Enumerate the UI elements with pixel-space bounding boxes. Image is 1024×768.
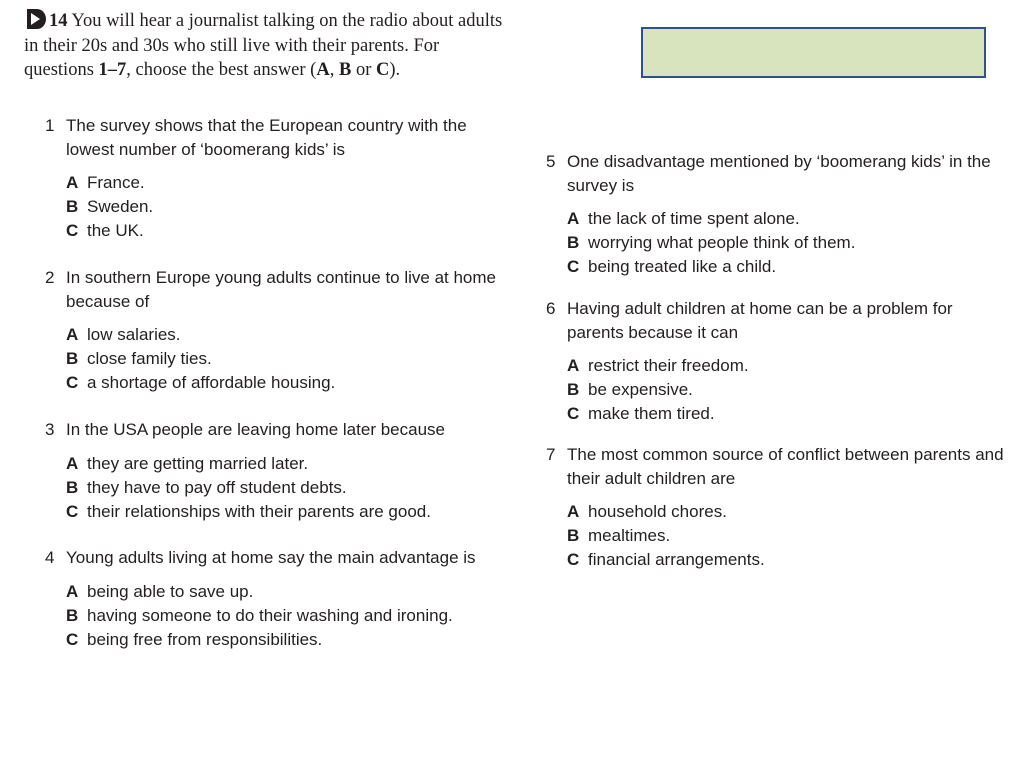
question-6 <box>546 297 986 426</box>
option-text: be expensive. <box>588 380 693 399</box>
option[interactable] <box>66 604 535 628</box>
question-text: In southern Europe young adults continue to live at home because of <box>66 268 497 311</box>
option-text: household chores. <box>588 502 727 521</box>
option[interactable] <box>66 371 515 395</box>
option[interactable] <box>66 347 515 371</box>
question-text: One disadvantage mentioned by ‘boomerang kids’ in the survey is <box>567 152 991 195</box>
option-letter: A <box>66 325 79 344</box>
option[interactable] <box>66 500 525 524</box>
option-letter: C <box>66 221 79 240</box>
option-letter-c: C <box>375 60 390 80</box>
answer-box <box>641 27 986 78</box>
option-text: France. <box>87 173 145 192</box>
option-letter: A <box>66 173 79 192</box>
separator: , <box>329 60 339 80</box>
option-letter: A <box>66 581 79 601</box>
option-letter-a: A <box>316 60 330 80</box>
option-text: low salaries. <box>87 325 181 344</box>
track-number: 14 <box>49 11 68 31</box>
option[interactable] <box>66 195 515 219</box>
option-letter: B <box>567 233 580 252</box>
option-text: a shortage of affordable housing. <box>87 373 336 392</box>
question-number: 7 <box>546 445 556 464</box>
option[interactable] <box>567 402 986 426</box>
question-range: 1–7 <box>98 60 127 80</box>
question-number: 6 <box>546 299 556 318</box>
question-number: 2 <box>45 268 55 287</box>
option-text: they are getting married later. <box>87 453 309 473</box>
option-letter: B <box>66 349 79 368</box>
audio-play-icon[interactable] <box>24 8 46 30</box>
question-7 <box>546 443 1006 572</box>
option-text: being free from responsibilities. <box>87 629 323 649</box>
option-letter: C <box>66 501 79 521</box>
option[interactable] <box>567 500 1006 524</box>
option[interactable] <box>66 476 525 500</box>
option[interactable] <box>66 323 515 347</box>
option-text: financial arrangements. <box>588 550 765 569</box>
question-5 <box>546 150 1006 279</box>
option-text: having someone to do their washing and ironing. <box>87 605 453 625</box>
option[interactable] <box>567 524 1006 548</box>
option-text: they have to pay off student debts. <box>87 477 347 497</box>
option-letter: C <box>66 629 79 649</box>
option-text: the UK. <box>87 221 144 240</box>
option[interactable] <box>567 231 1006 255</box>
question-text: Young adults living at home say the main advantage is <box>66 548 476 567</box>
question-text: The most common source of conflict between parents and their adult children are <box>567 445 1004 488</box>
option-letter: C <box>567 257 580 276</box>
option-letter: B <box>66 605 79 625</box>
option-text: restrict their freedom. <box>588 356 749 375</box>
option-letter-b: B <box>338 60 352 80</box>
option-letter: A <box>66 453 79 473</box>
question-1 <box>45 114 515 243</box>
option[interactable] <box>66 580 535 604</box>
option-text: being treated like a child. <box>588 257 777 276</box>
option-letter: C <box>567 404 580 423</box>
option-letter: B <box>567 380 580 399</box>
option-text: worrying what people think of them. <box>588 233 856 252</box>
question-3 <box>45 418 525 524</box>
option[interactable] <box>66 628 535 652</box>
question-number: 4 <box>45 548 55 567</box>
option-letter: A <box>567 502 580 521</box>
instruction-end: ). <box>389 60 401 80</box>
question-text: The survey shows that the European country with the lowest number of ‘boomerang kids’ is <box>66 116 467 159</box>
option-text: close family ties. <box>87 349 212 368</box>
option-letter: A <box>567 356 580 375</box>
option-text: being able to save up. <box>87 581 254 601</box>
option[interactable] <box>567 548 1006 572</box>
question-number: 1 <box>45 116 55 135</box>
instruction-text-2: , choose the best answer ( <box>126 60 317 80</box>
option[interactable] <box>66 219 515 243</box>
separator: or <box>351 60 376 80</box>
option-letter: C <box>66 373 79 392</box>
question-number: 3 <box>45 420 55 439</box>
option[interactable] <box>567 378 986 402</box>
option-letter: B <box>66 477 79 497</box>
option-text: mealtimes. <box>588 526 671 545</box>
option-letter: C <box>567 550 580 569</box>
question-4 <box>45 546 535 652</box>
option-text: their relationships with their parents are good. <box>87 501 431 521</box>
option[interactable] <box>567 207 1006 231</box>
instruction-text: You will hear a journalist talking on the radio about adults in their 20s and 30s who still live with their parents. For questions <box>24 11 503 80</box>
question-2 <box>45 266 515 395</box>
option-letter: A <box>567 209 580 228</box>
option-letter: B <box>66 197 79 216</box>
question-number: 5 <box>546 152 556 171</box>
option[interactable] <box>567 354 986 378</box>
exercise-instructions <box>24 8 504 83</box>
option[interactable] <box>66 171 515 195</box>
option-text: Sweden. <box>87 197 154 216</box>
option-text: make them tired. <box>588 404 715 423</box>
question-text: Having adult children at home can be a problem for parents because it can <box>567 299 953 342</box>
question-text: In the USA people are leaving home later because <box>66 420 445 439</box>
option[interactable] <box>567 255 1006 279</box>
option[interactable] <box>66 452 525 476</box>
option-letter: B <box>567 526 580 545</box>
option-text: the lack of time spent alone. <box>588 209 800 228</box>
